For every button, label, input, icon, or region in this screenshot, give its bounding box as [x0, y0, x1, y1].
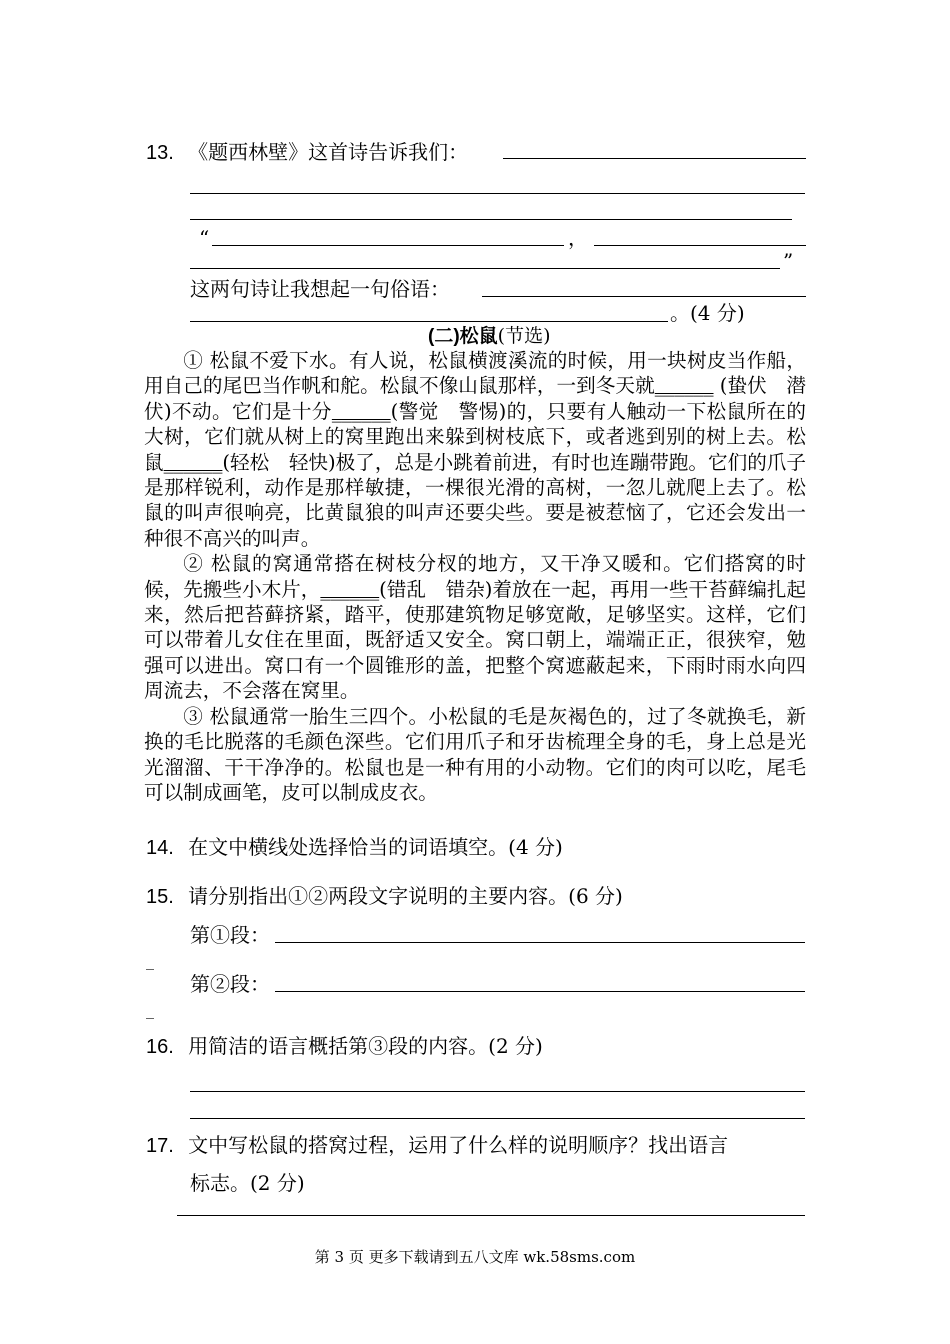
q13-proverb-prompt: 这两句诗让我想起一句俗语： — [190, 277, 450, 301]
q13-number: 13. — [146, 142, 174, 164]
q17-row — [146, 1132, 728, 1159]
q17-number: 17. — [146, 1135, 174, 1157]
passage-title-note: (节选) — [497, 325, 551, 347]
q15-stray-mark-1: _ — [146, 951, 154, 970]
q17-prompt-line-2: 标志。(2 分) — [190, 1171, 305, 1195]
paragraph-1: ① 松鼠不爱下水。有人说，松鼠横渡溪流的时候，用一块树皮当作船，用自己的尾巴当作帆和舵。松鼠不像山鼠那样，一到冬天就______ (蛰伏 潜伏)不动。它们是十分______(警觉 警惕)的，只要有人触动一下松鼠所在的大树，它们就从树上的窝里跑出来躲到树枝底下，或者逃到别的树上去。松鼠______(轻松 轻快)极了，总是小跳着前进，有时也连蹦带跑。它们的爪子是那样锐利，动作是那样敏捷，一棵很光滑的高树，一忽儿就爬上去了。松鼠的叫声很响亮，比黄鼠狼的叫声还要尖些。要是被惹恼了，它还会发出一种很不高兴的叫声。 — [144, 349, 807, 550]
q13-answer-line-3[interactable] — [190, 219, 792, 220]
q13-prompt: 《题西林壁》这首诗告诉我们： — [188, 140, 469, 164]
q14-row — [146, 834, 563, 861]
q15-label-2: 第②段： — [190, 972, 270, 996]
blank-3[interactable]: ______ — [163, 450, 223, 474]
passage-body — [144, 348, 806, 805]
q13-comma: ， — [568, 226, 588, 250]
paragraph-2: ② 松鼠的窝通常搭在树枝分杈的地方，又干净又暖和。它们搭窝的时候，先搬些小木片，______(错乱 错杂)着放在一起，再用一些干苔藓编扎起来，然后把苔藓挤紧，踏平，使那建筑物足够宽敞，足够坚实。这样，它们可以带着儿女住在里面，既舒适又安全。窝口朝上，端端正正，很狭窄，勉强可以进出。窝口有一个圆锥形的盖，把整个窝遮蔽起来，下雨时雨水向四周流去，不会落在窝里。 — [144, 552, 807, 703]
q15-answer-line-2[interactable] — [275, 991, 805, 992]
q14-prompt: 在文中横线处选择恰当的词语填空。(4 分) — [188, 835, 563, 859]
q13-open-quote: “ — [199, 226, 210, 250]
q15-answer-line-1[interactable] — [275, 942, 805, 943]
q13-quote-blank-1[interactable] — [212, 245, 564, 246]
q16-prompt: 用简洁的语言概括第③段的内容。(2 分) — [188, 1034, 543, 1058]
q15-prompt: 请分别指出①②两段文字说明的主要内容。(6 分) — [188, 884, 623, 908]
q13-answer-line-1[interactable] — [503, 158, 806, 159]
q16-row — [146, 1033, 543, 1060]
q13-proverb-line-2[interactable] — [190, 321, 668, 322]
q16-answer-line-2[interactable] — [190, 1118, 805, 1119]
q17-prompt-line-1: 文中写松鼠的搭窝过程，运用了什么样的说明顺序？找出语言 — [188, 1133, 729, 1157]
q15-number: 15. — [146, 886, 174, 908]
q17-answer-line[interactable] — [177, 1215, 805, 1216]
page-footer: 第 3 页 更多下载请到五八文库 wk.58sms.com — [314, 1248, 636, 1266]
blank-1[interactable]: ______ — [654, 374, 714, 398]
q13-quote-blank-2[interactable] — [594, 245, 806, 246]
blank-4[interactable]: ______ — [320, 577, 380, 601]
passage-title — [428, 323, 550, 350]
q16-answer-line-1[interactable] — [190, 1091, 805, 1092]
q13-quote-blank-3[interactable] — [190, 268, 780, 269]
q13-score: 。(4 分) — [670, 301, 745, 325]
q13-answer-line-2[interactable] — [190, 193, 805, 194]
q15-label-1: 第①段： — [190, 923, 270, 947]
blank-2[interactable]: ______ — [331, 399, 391, 423]
q15-stray-mark-2: _ — [146, 1000, 154, 1019]
q14-number: 14. — [146, 837, 174, 859]
q16-number: 16. — [146, 1036, 174, 1058]
q13-proverb-line-1[interactable] — [482, 296, 806, 297]
q13-row — [146, 139, 468, 166]
paragraph-3: ③ 松鼠通常一胎生三四个。小松鼠的毛是灰褐色的，过了冬就换毛，新换的毛比脱落的毛颜色深些。它们用爪子和牙齿梳理全身的毛，身上总是光光溜溜、干干净净的。松鼠也是一种有用的小动物。它们的肉可以吃，尾毛可以制成画笔，皮可以制成皮衣。 — [144, 704, 806, 804]
q15-row — [146, 883, 623, 910]
q13-close-quote: ” — [783, 249, 794, 273]
passage-title-main: (二)松鼠 — [428, 326, 498, 347]
